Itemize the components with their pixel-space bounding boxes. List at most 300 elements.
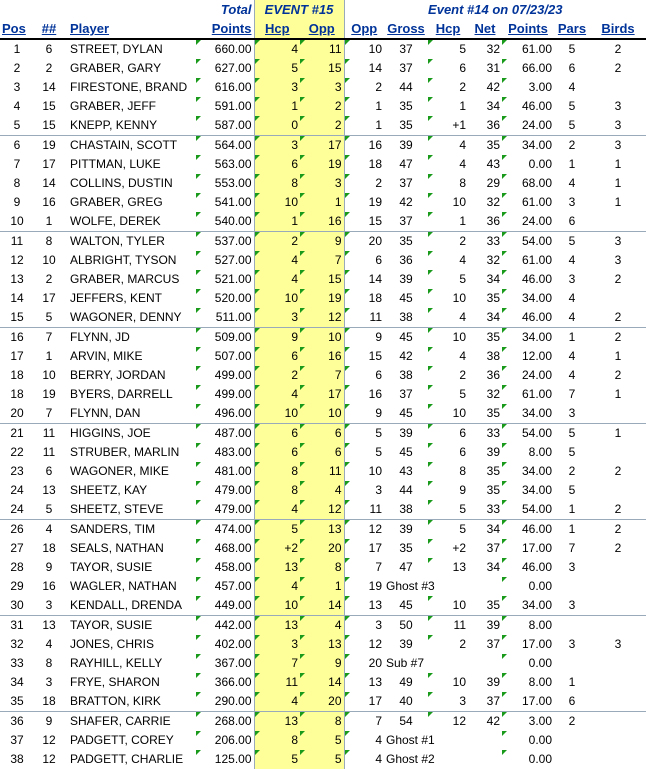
- player-cell: FRYE, SHARON: [70, 675, 160, 689]
- event14-pars-cell: 3: [554, 404, 590, 424]
- event15-opp-cell: 4: [300, 481, 344, 500]
- pos-cell: 18: [10, 368, 24, 382]
- event15-hcp-cell: 13: [254, 558, 300, 577]
- event15-opp-cell: 9: [300, 232, 344, 252]
- num-cell: 8: [45, 234, 53, 248]
- event15-opp-cell: 8: [300, 558, 344, 577]
- table-row: [0, 212, 646, 232]
- num-cell: 4: [45, 522, 53, 536]
- event14-net-cell: 29: [486, 176, 500, 190]
- pos-cell: 29: [10, 579, 24, 593]
- event14-gross-cell: 37: [399, 61, 413, 75]
- num-cell: 13: [42, 618, 56, 632]
- event14-gross-cell: Ghost #2: [386, 752, 435, 766]
- event14-opp-cell: 17: [344, 539, 384, 558]
- player-header: Player: [64, 19, 196, 39]
- num-cell: 18: [34, 692, 64, 712]
- event15-hcp-cell: 1: [254, 97, 300, 116]
- total-points-cell: 479.00: [196, 500, 254, 520]
- event15-hcp-cell: 0: [254, 116, 300, 136]
- event15-hcp-cell: 4: [254, 251, 300, 270]
- pars-header: Pars: [554, 19, 590, 39]
- table-row: [0, 193, 646, 212]
- event14-hcp-cell: 3: [428, 692, 468, 712]
- event14-gross-cell: Sub #7: [386, 656, 425, 670]
- event14-hcp-cell: +1: [428, 116, 468, 136]
- event14-pars-cell: 5: [568, 445, 576, 459]
- event14-birds-cell: 2: [614, 330, 622, 344]
- event14-points-cell: 61.00: [502, 251, 554, 270]
- event15-hcp-cell: 6: [254, 443, 300, 462]
- event14-net-cell: 36: [486, 368, 500, 382]
- table-row: [0, 270, 646, 289]
- num-cell: 6: [45, 42, 53, 56]
- event14-gross-cell: 37: [399, 42, 413, 56]
- total-points-cell: 499.00: [196, 385, 254, 404]
- total-points-cell: 511.00: [196, 308, 254, 328]
- player-cell: SHAFER, CARRIE: [70, 714, 171, 728]
- event14-birds-cell: [590, 289, 646, 308]
- total-points-cell: 442.00: [196, 616, 254, 636]
- event14-gross-cell: 39: [399, 426, 413, 440]
- total-points-cell: 520.00: [196, 289, 254, 308]
- total-header: Total: [220, 2, 252, 17]
- event14-points-cell: 24.00: [502, 366, 554, 385]
- event15-opp-cell: 4: [300, 616, 344, 636]
- event14-gross-cell: 45: [384, 404, 428, 424]
- event14-hcp-cell: 8: [428, 462, 468, 481]
- num-cell: 15: [34, 116, 64, 136]
- event14-points-cell: 34.00: [502, 404, 554, 424]
- event14-birds-cell: 2: [590, 308, 646, 328]
- total-points-cell: 367.00: [196, 654, 254, 673]
- num-cell: 1: [45, 349, 53, 363]
- event14-points-cell: 46.00: [502, 97, 554, 116]
- event14-birds-cell: 1: [614, 387, 622, 401]
- event14-net-cell: 35: [486, 330, 500, 344]
- event14-gross-cell: 43: [399, 464, 413, 478]
- event14-points-cell: 8.00: [502, 673, 554, 692]
- event15-opp-cell: 17: [300, 385, 344, 404]
- pos-cell: 33: [10, 656, 24, 670]
- event15-hcp-cell: 4: [254, 500, 300, 520]
- event15-hcp-cell: 2: [254, 232, 300, 252]
- event14-gross-cell: 42: [399, 349, 413, 363]
- event14-opp-cell: 10: [344, 462, 384, 481]
- player-cell: RAYHILL, KELLY: [70, 656, 163, 670]
- event15-hcp-cell: 3: [254, 635, 300, 654]
- event14-opp-cell: 12: [344, 635, 384, 654]
- total-points-cell: 268.00: [196, 712, 254, 732]
- event14-opp-cell: 18: [344, 155, 384, 174]
- event14-points-cell: 46.00: [502, 558, 554, 577]
- event14-net-cell: 42: [486, 80, 500, 94]
- event15-header: EVENT #15: [254, 0, 344, 19]
- event14-points-cell: 24.00: [502, 116, 554, 136]
- player-cell: KENDALL, DRENDA: [64, 596, 196, 616]
- num-cell: 19: [42, 138, 56, 152]
- total-points-cell: 540.00: [196, 212, 254, 232]
- event15-hcp-cell: 7: [254, 654, 300, 673]
- total-points-cell: 527.00: [196, 251, 254, 270]
- table-row: [0, 539, 646, 558]
- event14-opp-cell: 17: [344, 692, 384, 712]
- player-cell: GRABER, GARY: [70, 61, 162, 75]
- pos-cell: 16: [10, 330, 24, 344]
- event14-hcp-cell: 4: [428, 308, 468, 328]
- event14-opp-cell: 16: [344, 385, 384, 404]
- event14-points-cell: 54.00: [502, 424, 554, 444]
- opp14-header: Opp: [344, 19, 384, 39]
- player-cell: WAGLER, NATHAN: [70, 579, 177, 593]
- pos-cell: 32: [10, 637, 24, 651]
- event14-net-cell: 32: [486, 195, 500, 209]
- pos-cell: 15: [0, 308, 34, 328]
- event15-opp-cell: 2: [300, 97, 344, 116]
- event14-net-cell: 39: [486, 445, 500, 459]
- pos-cell: 13: [10, 272, 24, 286]
- event14-net-cell: 34: [486, 522, 500, 536]
- event14-points-cell: 12.00: [502, 347, 554, 366]
- event14-gross-cell: 47: [399, 157, 413, 171]
- event14-birds-cell: 3: [614, 138, 622, 152]
- total-points-cell: 496.00: [196, 404, 254, 424]
- player-cell: FIRESTONE, BRAND: [70, 80, 188, 94]
- event15-hcp-cell: 3: [254, 308, 300, 328]
- event14-birds-cell: [590, 558, 646, 577]
- event14-birds-cell: [590, 78, 646, 97]
- event15-opp-cell: 13: [300, 635, 344, 654]
- table-row: [0, 232, 646, 252]
- event14-points-cell: 0.00: [502, 654, 554, 673]
- pos-cell: 4: [13, 99, 21, 113]
- event14-points-cell: 34.00: [502, 328, 554, 348]
- event15-opp-cell: 19: [300, 289, 344, 308]
- event14-birds-cell: 2: [614, 541, 622, 555]
- event14-gross-cell: 39: [399, 138, 413, 152]
- event14-points-cell: 17.00: [502, 692, 554, 712]
- event15-opp-cell: 3: [300, 174, 344, 193]
- event14-net-cell: 35: [486, 464, 500, 478]
- total-points-cell: 449.00: [196, 596, 254, 616]
- event14-birds-cell: 3: [590, 116, 646, 136]
- total-points-cell: 563.00: [196, 155, 254, 174]
- event14-birds-cell: [590, 212, 646, 232]
- event14-hcp-cell: 10: [428, 193, 468, 212]
- event14-hcp-cell: 6: [428, 424, 468, 444]
- event14-opp-cell: 15: [344, 212, 384, 232]
- table-row: [0, 155, 646, 174]
- event14-opp-cell: 6: [344, 251, 384, 270]
- event14-points-cell: 24.00: [502, 212, 554, 232]
- event14-birds-cell: [590, 750, 646, 769]
- pos-cell: 23: [10, 464, 24, 478]
- event14-hcp-cell: 9: [428, 481, 468, 500]
- event15-hcp-cell: 5: [254, 750, 300, 769]
- event14-opp-cell: 9: [344, 404, 384, 424]
- event15-opp-cell: 6: [300, 443, 344, 462]
- event14-hcp-cell: 1: [428, 97, 468, 116]
- event14-gross-cell: 36: [399, 253, 413, 267]
- event14-pars-cell: 5: [568, 234, 576, 248]
- event14-pars-cell: 4: [568, 253, 576, 267]
- total-points-cell: 509.00: [196, 328, 254, 348]
- total-points-cell: 457.00: [196, 577, 254, 596]
- table-row: [0, 731, 646, 750]
- player-cell: COLLINS, DUSTIN: [70, 176, 173, 190]
- total-points-cell: 537.00: [196, 232, 254, 252]
- event14-gross-cell: 50: [399, 618, 413, 632]
- event14-birds-cell: 1: [614, 426, 622, 440]
- event14-birds-cell: 3: [614, 637, 622, 651]
- event14-net-cell: 37: [468, 692, 502, 712]
- total-points-cell: 479.00: [196, 481, 254, 500]
- event14-pars-cell: 5: [568, 483, 576, 497]
- hcp15-header: Hcp: [254, 19, 300, 39]
- hcp14-header: Hcp: [428, 19, 468, 39]
- table-row: [0, 366, 646, 385]
- event14-pars-cell: [554, 750, 590, 769]
- event14-hcp-cell: 6: [428, 59, 468, 78]
- event14-net-cell: 36: [468, 212, 502, 232]
- player-cell: ALBRIGHT, TYSON: [70, 253, 177, 267]
- event15-opp-cell: 1: [300, 193, 344, 212]
- event14-gross-cell: 38: [384, 500, 428, 520]
- event15-hcp-cell: 5: [254, 520, 300, 540]
- player-cell: ARVIN, MIKE: [70, 349, 143, 363]
- player-cell: CHASTAIN, SCOTT: [70, 138, 178, 152]
- event14-points-cell: 34.00: [502, 136, 554, 156]
- points-header: Points: [196, 19, 254, 39]
- total-points-cell: 487.00: [196, 424, 254, 444]
- pos-cell: 22: [10, 445, 24, 459]
- event14-gross-cell: 35: [399, 541, 413, 555]
- event14-points-cell: 34.00: [502, 289, 554, 308]
- event14-gross-cell: 35: [384, 116, 428, 136]
- event14-opp-cell: 18: [344, 289, 384, 308]
- player-cell: TAYOR, SUSIE: [70, 560, 153, 574]
- event15-hcp-cell: 4: [254, 385, 300, 404]
- table-row: [0, 577, 646, 596]
- event14-pars-cell: 1: [568, 157, 576, 171]
- event14-points-cell: 17.00: [502, 635, 554, 654]
- event14-birds-cell: [590, 443, 646, 462]
- pos-cell: 27: [10, 541, 24, 555]
- player-cell: GRABER, MARCUS: [70, 272, 180, 286]
- event14-opp-cell: 12: [344, 520, 384, 540]
- event14-birds-cell: 1: [614, 157, 622, 171]
- event14-points-cell: 3.00: [502, 78, 554, 97]
- event14-opp-cell: 5: [344, 424, 384, 444]
- table-row: [0, 174, 646, 193]
- player-cell: SHEETZ, STEVE: [64, 500, 196, 520]
- event14-hcp-cell: 10: [428, 404, 468, 424]
- event14-birds-cell: 2: [590, 500, 646, 520]
- event15-opp-cell: 19: [300, 155, 344, 174]
- table-row: [0, 654, 646, 673]
- event14-net-cell: 37: [486, 637, 500, 651]
- event14-birds-cell: 2: [614, 522, 622, 536]
- player-cell: KNEPP, KENNY: [64, 116, 196, 136]
- event14-pars-cell: [554, 731, 590, 750]
- table-row: [0, 424, 646, 444]
- event15-opp-cell: 13: [300, 520, 344, 540]
- pos-cell: 1: [13, 42, 21, 56]
- event14-hcp-cell: 4: [428, 155, 468, 174]
- total-points-cell: 627.00: [196, 59, 254, 78]
- event14-points-cell: 54.00: [502, 232, 554, 252]
- event14-opp-cell: 6: [344, 366, 384, 385]
- num-cell: 14: [42, 80, 56, 94]
- event14-pars-cell: [554, 654, 590, 673]
- num-cell: 2: [45, 272, 53, 286]
- event14-points-cell: 68.00: [502, 174, 554, 193]
- event14-gross-cell: 44: [399, 483, 413, 497]
- table-row: [0, 712, 646, 732]
- event15-opp-cell: 5: [300, 731, 344, 750]
- event15-hcp-cell: 6: [254, 424, 300, 444]
- player-cell: BERRY, JORDAN: [70, 368, 166, 382]
- table-row: [0, 289, 646, 308]
- total-points-cell: 206.00: [196, 731, 254, 750]
- table-row: [0, 558, 646, 577]
- event14-gross-cell: 42: [399, 195, 413, 209]
- event14-opp-cell: 13: [344, 673, 384, 692]
- event14-pars-cell: 4: [568, 349, 576, 363]
- pos-cell: 11: [10, 234, 24, 248]
- event14-hcp-cell: 2: [428, 78, 468, 97]
- pos-cell: 18: [10, 387, 24, 401]
- event15-hcp-cell: 6: [254, 155, 300, 174]
- event14-hcp-cell: 11: [428, 616, 468, 636]
- event14-hcp-cell: 6: [428, 443, 468, 462]
- event14-net-cell: 39: [486, 618, 500, 632]
- event14-opp-cell: 13: [344, 596, 384, 616]
- player-cell: WAGONER, DENNY: [64, 308, 196, 328]
- event14-birds-cell: 2: [614, 61, 622, 75]
- event14-pars-cell: 3: [568, 637, 576, 651]
- event14-birds-cell: [590, 654, 646, 673]
- player-cell: SHEETZ, KAY: [70, 483, 148, 497]
- event14-pars-cell: 3: [568, 195, 576, 209]
- num-cell: 16: [42, 195, 56, 209]
- total-points-cell: 564.00: [196, 136, 254, 156]
- event14-hcp-cell: 4: [428, 347, 468, 366]
- event14-net-cell: 32: [486, 253, 500, 267]
- pos-cell: 3: [13, 80, 21, 94]
- num-cell: 6: [45, 464, 53, 478]
- event14-gross-cell: 44: [399, 80, 413, 94]
- event15-opp-cell: 10: [300, 404, 344, 424]
- event14-opp-cell: 19: [344, 577, 384, 596]
- total-points-cell: 125.00: [196, 750, 254, 769]
- player-cell: SEALS, NATHAN: [70, 541, 164, 555]
- player-cell: JONES, CHRIS: [70, 637, 155, 651]
- event14-hcp-cell: 13: [428, 558, 468, 577]
- event14-opp-cell: 1: [344, 116, 384, 136]
- num-cell: 11: [42, 426, 56, 440]
- event14-points-cell: 0.00: [502, 750, 554, 769]
- event14-birds-cell: 2: [614, 272, 622, 286]
- event14-net-cell: 43: [486, 157, 500, 171]
- num-cell: 9: [45, 560, 53, 574]
- event14-opp-cell: 11: [344, 308, 384, 328]
- player-cell: JEFFERS, KENT: [70, 291, 163, 305]
- event14-net-cell: 35: [468, 404, 502, 424]
- event14-opp-cell: 2: [344, 78, 384, 97]
- player-cell: STREET, DYLAN: [70, 42, 163, 56]
- total-points-cell: 468.00: [196, 539, 254, 558]
- event15-opp-cell: 11: [300, 462, 344, 481]
- pos-cell: 2: [13, 61, 21, 75]
- pos-cell: 28: [10, 560, 24, 574]
- event14-opp-cell: 4: [344, 750, 384, 769]
- event14-opp-cell: 11: [344, 500, 384, 520]
- event14-net-cell: 34: [468, 308, 502, 328]
- num-cell: 10: [42, 253, 56, 267]
- event14-gross-cell: 35: [399, 234, 413, 248]
- event14-net-cell: 33: [468, 500, 502, 520]
- player-cell: HIGGINS, JOE: [70, 426, 151, 440]
- event14-net-cell: 35: [468, 596, 502, 616]
- num-cell: 14: [42, 176, 56, 190]
- event14-header: Event #14 on 07/23/23: [428, 2, 563, 17]
- event14-opp-cell: 9: [344, 328, 384, 348]
- event14-gross-cell: 39: [399, 637, 413, 651]
- event14-opp-cell: 5: [344, 443, 384, 462]
- event14-net-cell: 34: [486, 560, 500, 574]
- num-cell: 12: [42, 752, 56, 766]
- event15-hcp-cell: 8: [254, 462, 300, 481]
- event14-pars-cell: 6: [554, 212, 590, 232]
- pos-cell: 36: [10, 714, 24, 728]
- table-row: [0, 59, 646, 78]
- event14-pars-cell: 7: [568, 541, 576, 555]
- num-cell: 12: [42, 733, 56, 747]
- event14-gross-cell: 37: [384, 212, 428, 232]
- event15-hcp-cell: 3: [254, 136, 300, 156]
- event14-gross-cell: 38: [399, 368, 413, 382]
- table-row: [0, 500, 646, 520]
- event14-hcp-cell: 2: [428, 366, 468, 385]
- event15-opp-cell: 8: [300, 712, 344, 732]
- event14-net-cell: 38: [486, 349, 500, 363]
- event14-hcp-cell: 10: [428, 289, 468, 308]
- table-row: [0, 308, 646, 328]
- event14-net-cell: 37: [486, 541, 500, 555]
- event15-opp-cell: 10: [300, 328, 344, 348]
- event14-pars-cell: 5: [568, 42, 576, 56]
- event15-opp-cell: 3: [300, 78, 344, 97]
- total-points-cell: 483.00: [196, 443, 254, 462]
- pos-cell: 34: [10, 675, 24, 689]
- total-points-cell: 591.00: [196, 97, 254, 116]
- event15-opp-cell: 5: [300, 750, 344, 769]
- pos-cell: 6: [13, 138, 21, 152]
- player-cell: FLYNN, DAN: [64, 404, 196, 424]
- event14-gross-cell: 40: [384, 692, 428, 712]
- total-points-cell: 521.00: [196, 270, 254, 289]
- event14-opp-cell: 2: [344, 174, 384, 193]
- event14-net-cell: 36: [468, 116, 502, 136]
- opp15-header: Opp: [300, 19, 344, 39]
- num-cell: 9: [45, 714, 53, 728]
- event15-opp-cell: 20: [300, 692, 344, 712]
- event15-hcp-cell: 1: [254, 212, 300, 232]
- total-points-cell: 499.00: [196, 366, 254, 385]
- event14-birds-cell: 2: [614, 368, 622, 382]
- event14-birds-cell: [590, 692, 646, 712]
